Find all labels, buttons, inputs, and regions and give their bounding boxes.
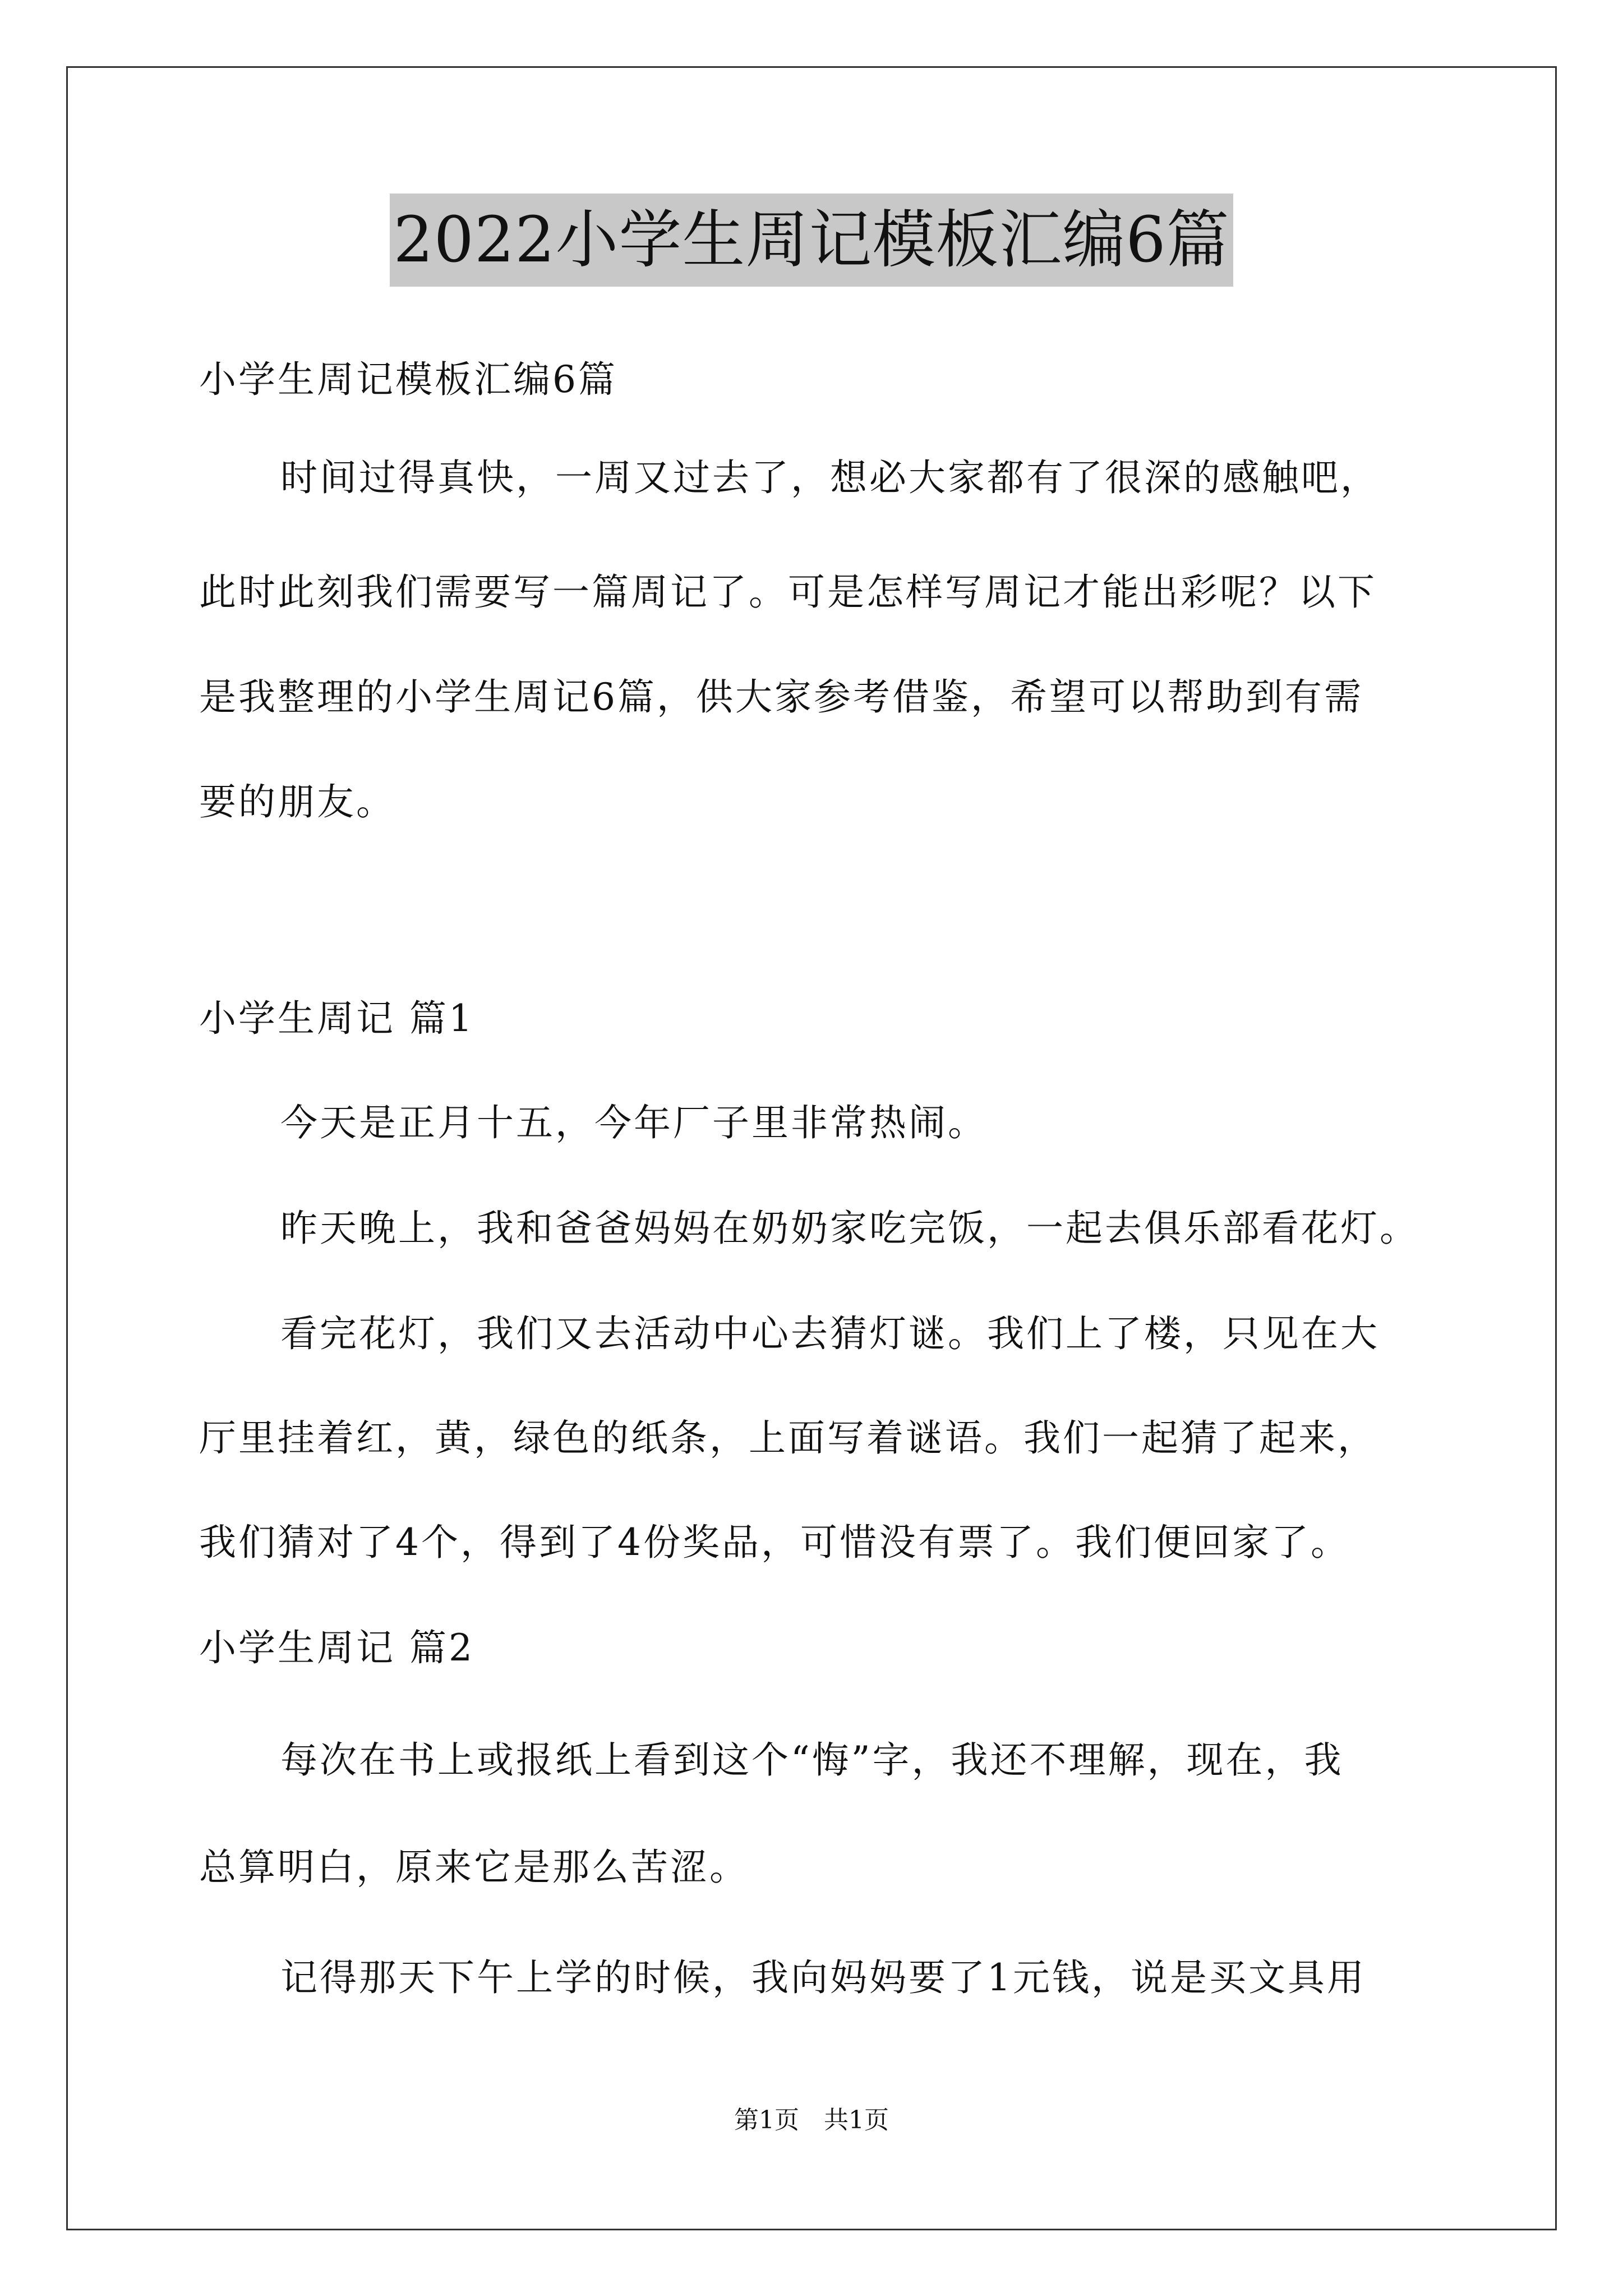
document-subtitle: 小学生周记模板汇编6篇 xyxy=(199,358,617,401)
title-container xyxy=(0,194,1623,287)
page-footer: 第1页 共1页 xyxy=(734,2106,889,2134)
section-heading: 小学生周记 篇1 xyxy=(199,997,474,1040)
paragraph-line: 记得那天下午上学的时候，我向妈妈要了1元钱，说是买文具用 xyxy=(280,1956,1366,1999)
intro-line: 此时此刻我们需要写一篇周记了。可是怎样写周记才能出彩呢？以下 xyxy=(199,570,1377,614)
document-title: 2022小学生周记模板汇编6篇 xyxy=(390,194,1233,287)
paragraph-line: 昨天晚上，我和爸爸妈妈在奶奶家吃完饭，一起去俱乐部看花灯。 xyxy=(280,1207,1419,1250)
intro-line: 要的朋友。 xyxy=(199,780,395,823)
paragraph-line: 看完花灯，我们又去活动中心去猜灯谜。我们上了楼，只见在大 xyxy=(280,1312,1380,1355)
paragraph-line: 总算明白，原来它是那么苦涩。 xyxy=(199,1846,749,1889)
paragraph-line: 厅里挂着红，黄，绿色的纸条，上面写着谜语。我们一起猜了起来， xyxy=(199,1416,1377,1460)
intro-line: 时间过得真快，一周又过去了，想必大家都有了很深的感触吧， xyxy=(280,456,1380,499)
paragraph-line: 每次在书上或报纸上看到这个“悔”字，我还不理解，现在，我 xyxy=(280,1738,1344,1782)
paragraph-line: 今天是正月十五，今年厂子里非常热闹。 xyxy=(280,1101,987,1144)
section-heading: 小学生周记 篇2 xyxy=(199,1626,474,1669)
intro-line: 是我整理的小学生周记6篇，供大家参考借鉴，希望可以帮助到有需 xyxy=(199,675,1363,719)
paragraph-line: 我们猜对了4个，得到了4份奖品，可惜没有票了。我们便回家了。 xyxy=(199,1521,1350,1564)
